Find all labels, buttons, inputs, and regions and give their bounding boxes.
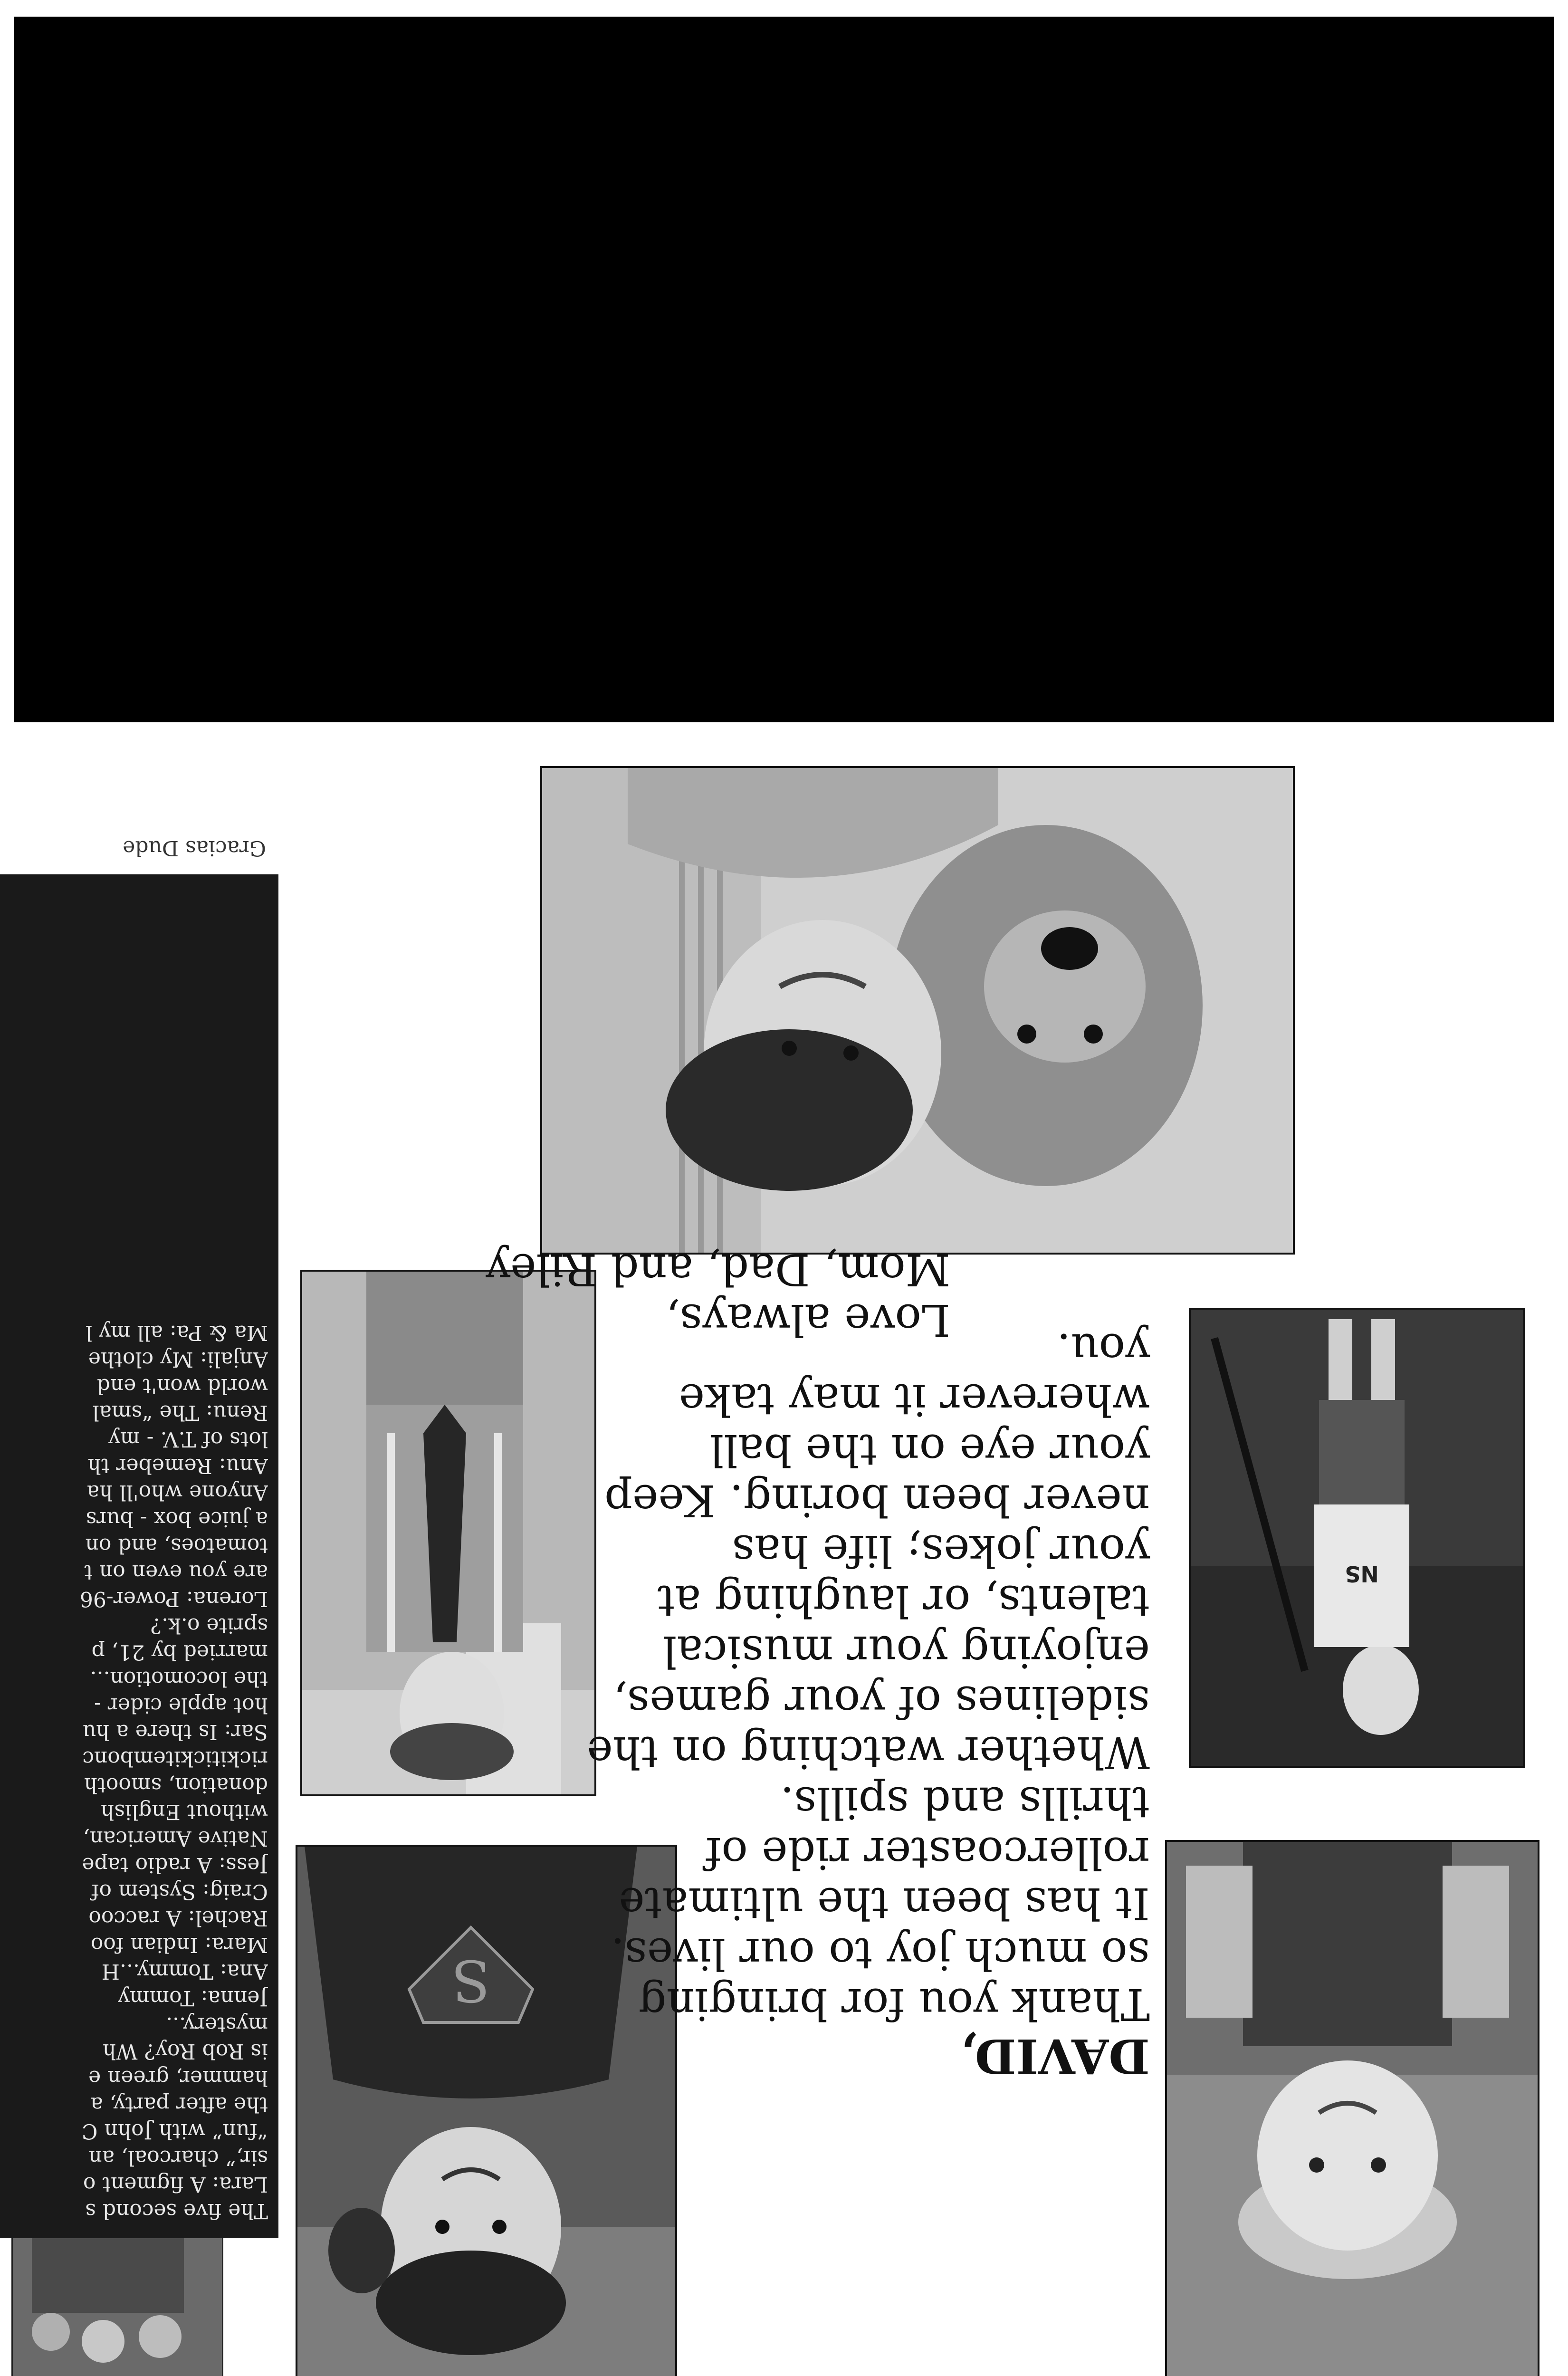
letter-closing: Love always,	[666, 1294, 950, 1345]
neighbor-text-line: Lara: A figment o	[83, 2172, 268, 2196]
letter-line: talents, or laughing at	[657, 1576, 1150, 1627]
photo-toddler-in-cap	[1165, 1840, 1539, 2376]
neighbor-text-line: Anu: Remeber th	[87, 1454, 268, 1478]
letter-line: you.	[1057, 1324, 1150, 1375]
neighbor-text-line: The five second s	[85, 2199, 268, 2223]
letter-line: enjoying your musical	[662, 1626, 1150, 1677]
dog-photo-icon	[542, 768, 1293, 1253]
neighbor-text-line: world won't end	[96, 1374, 268, 1398]
neighbor-text-line: Anyone who'll ha	[86, 1480, 268, 1504]
letter-line: sidelines of your games,	[613, 1677, 1150, 1727]
neighbor-text-line: Anjali: My clothe	[88, 1347, 268, 1371]
neighbor-text-line: the locomotion...	[90, 1667, 268, 1691]
neighbor-text-line: sir,” charcoal, an	[88, 2146, 268, 2170]
neighbor-text-line: Ma & Pa: all my l	[85, 1321, 268, 1345]
svg-text:NS: NS	[1345, 1561, 1379, 1587]
photo-teen-with-dog	[540, 766, 1295, 1255]
letter-line: your jokes; life has	[732, 1525, 1150, 1576]
sports-photo-icon	[1191, 1310, 1523, 1766]
scanner-background	[14, 17, 1554, 722]
letter-line: It has been the ultimate	[619, 1878, 1150, 1929]
svg-text:S: S	[451, 1947, 491, 2013]
neighbor-text-line: Jenna: Tommy	[117, 1986, 268, 2010]
neighbor-text-line: is Rob Roy? Wh	[102, 2039, 268, 2063]
child-photo-icon	[1167, 1842, 1538, 2376]
letter-signature: Mom, Dad, and Riley	[485, 1244, 950, 1295]
neighbor-text-line: hammer, green e	[88, 2066, 268, 2090]
letter-line: Whether watching on the	[587, 1727, 1150, 1778]
neighbor-text-line: Craig: System of	[91, 1879, 268, 1904]
letter-line: so much joy to our lives.	[611, 1928, 1150, 1979]
neighbor-text-line: Rachel: A raccoo	[88, 1906, 268, 1930]
neighbor-text-line: are you even on t	[84, 1560, 268, 1584]
neighbor-text-line: lots of T.V. - my	[108, 1427, 268, 1451]
neighbor-text-column	[2, 893, 268, 2224]
neighbor-photo-top	[11, 2235, 223, 2376]
neighbor-text-line: Ana: Tommy...H	[101, 1959, 268, 1983]
letter-line: wherever it may take	[679, 1374, 1150, 1425]
neighbor-text-line: hot apple cider -	[94, 1693, 268, 1717]
neighbor-text-line: Jess: A radio tape	[82, 1853, 268, 1877]
neighbor-text-line: married by 21, p	[91, 1640, 268, 1664]
neighbor-text-line: Renu: The “smal	[92, 1400, 268, 1425]
neighbor-text-line: Native American,	[83, 1826, 268, 1850]
neighbor-text-line: rickitickitembonc	[82, 1746, 268, 1771]
neighbor-text-line: Lorena: Power-96	[79, 1587, 268, 1611]
letter-line: thrills and spills.	[780, 1777, 1150, 1828]
letter-body	[475, 1324, 1150, 2084]
letter-line: rollercoaster ride of	[705, 1828, 1150, 1878]
letter-line: your eye on the ball	[709, 1425, 1150, 1475]
neighbor-text-line: donation, smooth	[84, 1773, 268, 1797]
letter-salutation: DAVID,	[960, 2028, 1150, 2084]
neighbor-text-line: sprite o.k.?	[150, 1613, 268, 1638]
neighbor-text-line: without English	[101, 1800, 268, 1824]
letter-line: Thank you for bringing	[638, 1979, 1150, 2030]
neighbor-text-line: Sar: Is there a hu	[82, 1720, 268, 1744]
photo-lacrosse-player	[1189, 1308, 1525, 1768]
neighbor-text-line: “fun” with John C	[81, 2119, 268, 2143]
letter-signature-block	[486, 1244, 950, 1345]
letter-line: never been boring. Keep	[604, 1475, 1150, 1526]
group-photo-icon	[13, 2237, 222, 2376]
neighbor-caption: Gracias Dude	[123, 836, 266, 860]
neighbor-text-line: a juice box - burs	[86, 1507, 268, 1531]
neighbor-text-line: the after party, a	[90, 2092, 268, 2117]
neighbor-text-line: tomatoes, and on	[85, 1533, 268, 1558]
neighbor-text-line: Mara: Indian foo	[90, 1933, 268, 1957]
neighbor-text-line: mystery...	[166, 2012, 268, 2037]
